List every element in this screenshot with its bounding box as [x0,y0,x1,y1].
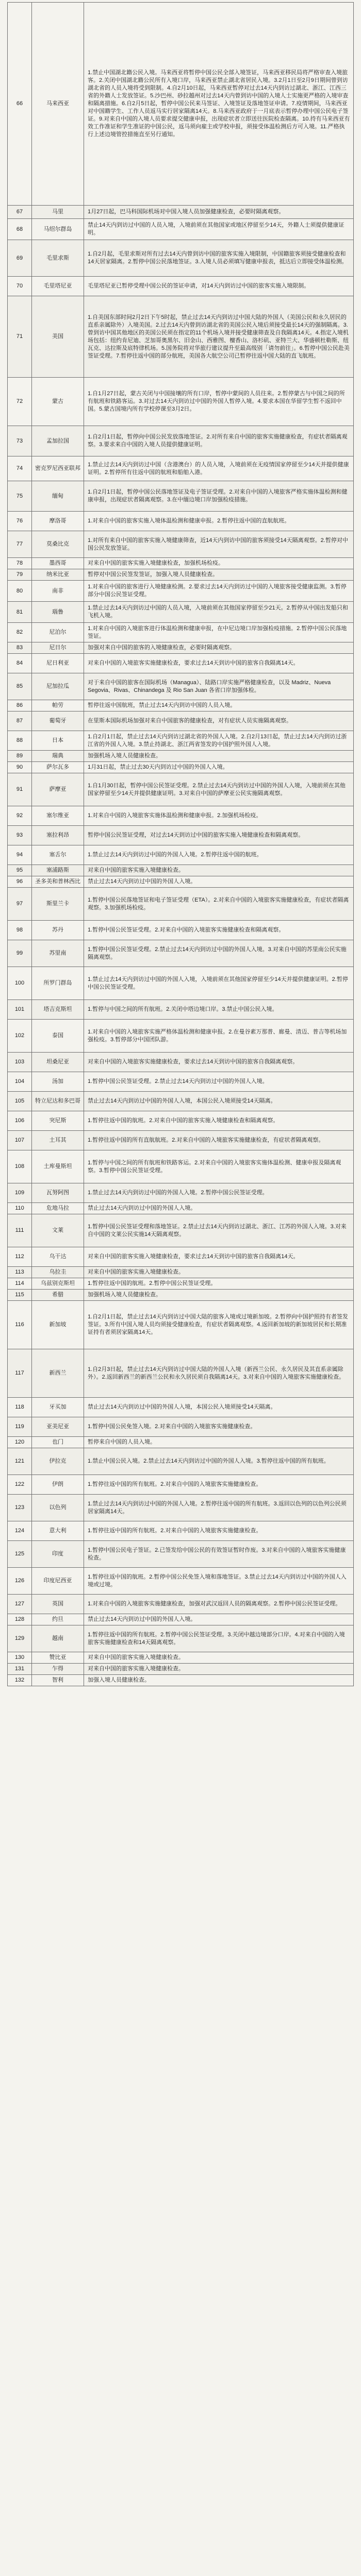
country-name: 以色列 [32,1495,84,1521]
row-number: 107 [8,1131,32,1150]
table-row [8,1521,354,1541]
row-number: 127 [8,1595,32,1614]
measures-text: 1.自美国东部时间2月2日下午5时起，禁止过去14天内到访过中国大陆的外国人（美国公民和永久居民的直系亲属除外）入境美国。2.过去14天内曾到访湖北省的美国公民入境后须接受最长14天的强制隔离。3.曾到访中国其他地区的美国公民须在指定的11个机场入境并接受健康筛查及自我隔离14天。4.指定入境机场包括：纽约肯尼迪、芝加哥奥黑尔、旧金山、西雅图、檀香山、洛杉矶、亚特兰大、华盛顿杜勒斯、纽瓦克、达拉斯及底特律机场。5.国务院将对华旅行建议提升至最高级别「请勿前往」。6.暂停中国公民赴美签证受理。7.暂停往返中国的部分航班，美国各大航空公司已暂停往返中国大陆的直飞航班。 [84,296,354,378]
row-number: 120 [8,1437,32,1448]
measures-text: 1.暂停往返中国的所有航班。2.对来自中国的入境旅客实施健康检查。 [84,1521,354,1541]
country-name: 孟加拉国 [32,426,84,456]
table-row [8,888,354,921]
row-number: 97 [8,888,32,921]
row-number: 108 [8,1150,32,1183]
row-number: 106 [8,1111,32,1131]
row-number: 95 [8,865,32,876]
country-name: 苏里南 [32,940,84,967]
measures-text: 加强对来自中国的旅客的入境健康检查，必要时隔离观察。 [84,642,354,654]
country-name: 乍得 [32,1664,84,1675]
table-row [8,277,354,296]
row-number: 131 [8,1664,32,1675]
measures-text: 1.禁止过去14天内到访过中国的外国人入境。2.暂停往返中国的航班。 [84,845,354,865]
country-name: 缅甸 [32,481,84,512]
table-row [8,456,354,481]
measures-text: 1.自2月3日起，禁止过去14天内到访过中国大陆的外国人入境（新西兰公民、永久居民及其直系亲属除外）。2.返回新西兰的新西兰公民和永久居民须自我隔离14天。3.对来自中国的入境旅客实施健康检查。 [84,1349,354,1398]
measures-text: 1.暂停中国公民电子签证。2.已签发给中国公民的有效签证暂时作废。3.对来自中国的入境旅客实施健康检查。 [84,1541,354,1568]
table-row [8,865,354,876]
table-row [8,673,354,700]
table-row [8,602,354,623]
country-name: 苏丹 [32,921,84,940]
measures-text: 对来自中国的旅客实施入境健康检查。 [84,1664,354,1675]
table-row [8,1150,354,1183]
table-row [8,773,354,806]
table-row [8,1247,354,1267]
measures-text: 对来自中国的入境旅客实施健康检查，要求过去14天到访中国的旅客自我隔离观察。 [84,1053,354,1072]
country-name: 文莱 [32,1214,84,1247]
row-number: 122 [8,1475,32,1495]
table-row [8,1278,354,1290]
measures-text: 禁止14天内到访过中国的人员入境，入境前须在其他国家或地区停留至少14天，外籍人士须提供健康证明。 [84,219,354,240]
table-row [8,1000,354,1020]
measures-text: 禁止过去14天内到访过中国的外国人入境，本国公民入境须接受14天隔离。 [84,1092,354,1111]
country-name: 斯里兰卡 [32,888,84,921]
measures-text: 1.禁止过去14天内到访过中国的外国人入境。2.暂停中国公民签证受理。 [84,1183,354,1203]
country-name: 危地马拉 [32,1203,84,1214]
table-row [8,558,354,569]
country-restrictions-table [7,2,354,1686]
measures-text: 1.暂停与中国之间的所有航班和铁路客运。2.对来自中国的入境旅客实施体温检测、健康申报及隔离观察。3.暂停中国公民签证受理。 [84,1150,354,1183]
row-number: 123 [8,1495,32,1521]
table-row [8,1417,354,1437]
measures-text: 1月31日起，禁止过去30天内到访过中国的外国人入境。 [84,762,354,773]
table-row [8,1111,354,1131]
row-number: 128 [8,1614,32,1625]
row-number: 71 [8,296,32,378]
table-row [8,1614,354,1625]
row-number: 93 [8,826,32,845]
country-name: 帕劳 [32,700,84,711]
row-number: 66 [8,3,32,206]
row-number: 94 [8,845,32,865]
measures-text: 1.自1月27日起，蒙古关闭与中国接壤的所有口岸，暂停中蒙间的人员往来。2.暂停蒙古与中国之间的所有航班和铁路客运。3.对过去14天内到访过中国的外国人暂停入境。4.要求本国在华留学生暂不返回中国。5.蒙古国境内所有学校停课至3月2日。 [84,378,354,426]
row-number: 74 [8,456,32,481]
country-name: 塞尔维亚 [32,806,84,826]
table-row [8,531,354,558]
row-number: 82 [8,623,32,642]
row-number: 101 [8,1000,32,1020]
country-name: 马绍尔群岛 [32,219,84,240]
country-name: 伊拉克 [32,1448,84,1475]
measures-text: 1.自2月1日起，暂停中国公民落地签证及电子签证受理。2.对来自中国的入境旅客严格实施体温检测和健康申报，出现症状者隔离观察。3.在中缅边境口岸加强检疫措施。 [84,481,354,512]
country-name: 瓦努阿图 [32,1183,84,1203]
table-row [8,1437,354,1448]
country-name: 智利 [32,1675,84,1686]
country-name: 新加坡 [32,1301,84,1349]
row-number: 115 [8,1290,32,1301]
table-row [8,1267,354,1278]
measures-text: 暂停中国公民签证受理，对过去14天到访过中国的旅客实施入境健康检查和隔离观察。 [84,826,354,845]
country-name: 毛里塔尼亚 [32,277,84,296]
row-number: 86 [8,700,32,711]
country-name: 乌拉圭 [32,1267,84,1278]
country-name: 希腊 [32,1290,84,1301]
country-name: 乌兹别克斯坦 [32,1278,84,1290]
table-row [8,1475,354,1495]
measures-text: 1.对来自中国的旅客实施入境体温检测和健康申报。2.暂停往返中国的直航航班。 [84,512,354,531]
row-number: 75 [8,481,32,512]
row-number: 90 [8,762,32,773]
table-row [8,845,354,865]
row-number: 110 [8,1203,32,1214]
country-name: 印度尼西亚 [32,1568,84,1595]
country-name: 尼加拉瓜 [32,673,84,700]
country-name: 也门 [32,1437,84,1448]
measures-text: 1.暂停中国公民落地签证和电子签证受理（ETA）。2.对来自中国的入境旅客实施健康检查，有症状者隔离观察。3.加强机场检疫。 [84,888,354,921]
country-name: 毛里求斯 [32,240,84,277]
table-row [8,219,354,240]
row-number: 87 [8,711,32,731]
measures-text: 对来自中国的旅客实施入境健康检查。 [84,865,354,876]
table-row [8,481,354,512]
country-name: 牙买加 [32,1398,84,1417]
measures-text: 1.自2月1日起，暂停向中国公民发放落地签证。2.对所有来自中国的旅客实施健康检查，有症状者隔离观察。3.要求来自中国的入境人员提供健康证明。 [84,426,354,456]
table-row [8,623,354,642]
country-name: 土耳其 [32,1131,84,1150]
country-name: 南非 [32,581,84,602]
row-number: 78 [8,558,32,569]
country-name: 尼日尔 [32,642,84,654]
row-number: 112 [8,1247,32,1267]
table-row [8,1595,354,1614]
measures-text: 对来自中国的入境旅客实施健康检查，要求过去14天到访中国的旅客自我隔离14天。 [84,654,354,673]
row-number: 113 [8,1267,32,1278]
row-number: 124 [8,1521,32,1541]
country-name: 突尼斯 [32,1111,84,1131]
table-row [8,751,354,762]
measures-text: 1.禁止中国公民入境。2.禁止过去14天内到访过中国的外国人入境。3.暂停往返中国的所有航班。 [84,1448,354,1475]
row-number: 91 [8,773,32,806]
row-number: 117 [8,1349,32,1398]
country-name: 塞舌尔 [32,845,84,865]
country-name: 马里 [32,206,84,219]
table-row [8,1053,354,1072]
table-row [8,731,354,751]
measures-text: 1.暂停中国公民免签入境。2.对来自中国的入境旅客实施健康检查。 [84,1417,354,1437]
measures-text: 1.自2月1日起，禁止过去14天内到访过中国大陆的旅客入境或过境新加坡。2.暂停向中国护照持有者签发签证。3.所有中国入境人员均须接受健康检查，有症状者隔离观察。4.返回新加坡的新加坡居民和长期准证持有者须居家隔离14天。 [84,1301,354,1349]
row-number: 130 [8,1652,32,1664]
table-row [8,1020,354,1053]
row-number: 105 [8,1092,32,1111]
row-number: 84 [8,654,32,673]
row-number: 126 [8,1568,32,1595]
measures-text: 1.对来自中国的入境旅客进行体温检测和健康申报，在中尼边境口岸加强检疫措施。2.暂停中国公民落地签证。 [84,623,354,642]
measures-text: 暂停来自中国的人员入境。 [84,1437,354,1448]
table-row [8,1349,354,1398]
measures-text: 1.暂停往返中国的所有直航航班。2.对来自中国的入境旅客实施健康检查，有症状者隔离观察。 [84,1131,354,1150]
table-row [8,581,354,602]
row-number: 70 [8,277,32,296]
table-row [8,654,354,673]
row-number: 125 [8,1541,32,1568]
country-name: 印度 [32,1541,84,1568]
table-row [8,378,354,426]
measures-text: 毛里塔尼亚已暂停受理中国公民的签证申请，对14天内到访过中国的旅客实施入境限制。 [84,277,354,296]
table-row [8,512,354,531]
table-row [8,1092,354,1111]
table-row [8,1072,354,1092]
row-number: 80 [8,581,32,602]
table-row [8,426,354,456]
table-row [8,806,354,826]
measures-text: 1.暂停往返中国的所有航班。2.对来自中国的入境旅客实施健康检查。 [84,1475,354,1495]
measures-text: 1.对来自中国的入境旅客实施健康检查，加强对武汉返回人员的隔离观察。2.暂停中国公民签证受理。 [84,1595,354,1614]
row-number: 67 [8,206,32,219]
measures-text: 加强入境人员健康检查。 [84,1675,354,1686]
row-number: 73 [8,426,32,456]
measures-text: 1.自2月1日起，禁止过去14天内到访过湖北省的外国人入境。2.自2月13日起，禁止过去14天内到访过浙江省的外国人入境。3.禁止持湖北、浙江两省签发的中国护照外国人入境。 [84,731,354,751]
table-row [8,1541,354,1568]
country-name: 亚美尼亚 [32,1417,84,1437]
table-row [8,1625,354,1652]
row-number: 76 [8,512,32,531]
measures-text: 1.暂停往返中国的航班。2.对来自中国的旅客实施入境健康检查和隔离观察。 [84,1111,354,1131]
measures-text: 1.暂停中国公民签证受理和落地签证。2.禁止过去14天内到访过湖北、浙江、江苏的外国人入境。3.对来自中国的文莱公民实施14天隔离观察。 [84,1214,354,1247]
table-row [8,240,354,277]
table-row [8,642,354,654]
row-number: 103 [8,1053,32,1072]
table-row [8,921,354,940]
row-number: 89 [8,751,32,762]
country-name: 泰国 [32,1020,84,1053]
table-row [8,1664,354,1675]
table-row [8,1652,354,1664]
measures-text: 1.暂停中国公民签证受理。2.禁止过去14天内到访过中国的外国人入境。 [84,1072,354,1092]
row-number: 68 [8,219,32,240]
row-number: 79 [8,569,32,581]
measures-text: 禁止过去14天内到访过中国的外国人入境。 [84,1203,354,1214]
measures-text: 1.暂停往返中国的航班。2.暂停中国公民签证受理。 [84,1278,354,1290]
measures-text: 1.暂停往返中国的航班。2.暂停中国公民免签入境和落地签证。3.禁止过去14天内到访过中国的外国人入境或过境。 [84,1568,354,1595]
table-row [8,826,354,845]
country-name: 约旦 [32,1614,84,1625]
row-number: 98 [8,921,32,940]
measures-text: 1.对所有来自中国的旅客实施入境健康筛查，近14天内到访中国的旅客须接受14天隔离观察。2.暂停对中国公民发放签证。 [84,531,354,558]
measures-text: 1.自2月起，毛里求斯对所有过去14天内曾到访中国的旅客实施入境限制，中国籍旅客须接受健康检查和14天居家隔离。2.暂停中国公民落地签证。3.入境人员必须填写健康申报表，抵达后立即接受体温检测。 [84,240,354,277]
row-number: 83 [8,642,32,654]
measures-text: 1.暂停中国公民签证受理。2.禁止过去14天内到访过中国的外国人入境。3.对来自中国的苏里南公民实施隔离观察。 [84,940,354,967]
measures-text: 1.禁止中国湖北籍公民入境。马来西亚将暂停中国公民全部入境签证，马来西亚移民局将严格审查入境旅客。2.关闭中国湖北籍公民所有入境口岸，马来西亚禁止湖北省居民入境。3.2月1日至2月9日期间曾到访湖北省的人员入境将受到限制。4.自2月10日起，马来西亚暂停对过去14天内到访过湖北、浙江、江西三省的外籍人士发放签证。5.沙巴州、砂拉越州对过去14天内曾到访中国的入境人士实施更严格的入境审查和隔离措施。6.自2月5日起，暂停中国公民来马签证、入境签证及落地签证申请。7.疫情期间，马来西亚对中国籍学生、工作人员返马实行居家隔离14天。8.马来西亚政府于一月底表示暂停办理中国公民电子签证。9.对来自中国的入境人员要求提交健康申报，出现症状者立即送往医院检查隔离。10.持有马来西亚有效工作准证和学生准证的中国公民，返马须向雇主或学校申报，须接受体温检测后方可入境。11.严格执行上述边境管控措施直至另行通知。 [84,3,354,206]
country-name: 意大利 [32,1521,84,1541]
country-name: 蒙古 [32,378,84,426]
country-name: 越南 [32,1625,84,1652]
table-row [8,296,354,378]
measures-text: 1.对来自中国的入境旅客实施严格体温检测和健康申报。2.在曼谷素万那普、廊曼、清迈、普吉等机场加强检疫。3.暂停部分中国团队游。 [84,1020,354,1053]
country-name: 特立尼达和多巴哥 [32,1092,84,1111]
table-row [8,1675,354,1686]
country-name: 英国 [32,1595,84,1614]
table-row [8,1568,354,1595]
table-row [8,1398,354,1417]
measures-text: 暂停对中国公民签发签证，加强入境人员健康检查。 [84,569,354,581]
measures-text: 对来自中国的旅客实施入境健康检查，加强机场检疫。 [84,558,354,569]
country-name: 土库曼斯坦 [32,1150,84,1183]
table-row [8,711,354,731]
table-row [8,876,354,888]
country-name: 美国 [32,296,84,378]
measures-text: 1.暂停与中国之间的所有航班。2.关闭中塔边境口岸。3.禁止中国公民入境。 [84,1000,354,1020]
row-number: 69 [8,240,32,277]
measures-text: 禁止过去14天内到访过中国的外国人入境，本国公民入境须接受14天隔离。 [84,1398,354,1417]
table-row [8,3,354,206]
measures-text: 暂停往返中国航班，禁止过去14天内到访中国的人员入境。 [84,700,354,711]
country-name: 尼泊尔 [32,623,84,642]
table-row [8,206,354,219]
table-row [8,1495,354,1521]
measures-text: 禁止过去14天内到访过中国的外国人入境。 [84,876,354,888]
measures-text: 对来自中国的旅客实施入境健康检查，要求过去14天到访中国的旅客自我隔离14天。 [84,1247,354,1267]
row-number: 96 [8,876,32,888]
country-name: 塞浦路斯 [32,865,84,876]
table-row [8,1214,354,1247]
row-number: 118 [8,1398,32,1417]
row-number: 72 [8,378,32,426]
country-name: 纳米比亚 [32,569,84,581]
row-number: 104 [8,1072,32,1092]
table-row [8,940,354,967]
country-name: 莫桑比克 [32,531,84,558]
country-name: 塔吉克斯坦 [32,1000,84,1020]
row-number: 77 [8,531,32,558]
row-number: 100 [8,967,32,1000]
measures-text: 加强机场入境人员健康检查。 [84,1290,354,1301]
table-row [8,1448,354,1475]
row-number: 99 [8,940,32,967]
country-name: 所罗门群岛 [32,967,84,1000]
country-name: 塞拉利昂 [32,826,84,845]
measures-text: 1.禁止过去14天内到访过中国的外国人入境，入境前须在其他国家停留至少14天并提供健康证明。2.暂停中国公民签证受理。 [84,967,354,1000]
table-row [8,762,354,773]
table-row [8,1183,354,1203]
row-number: 109 [8,1183,32,1203]
country-name: 伊朗 [32,1475,84,1495]
row-number: 121 [8,1448,32,1475]
measures-text: 1.禁止过去14天内到访过中国的外国人入境。2.暂停往返中国的所有航班。3.返回以色列的以色列公民须居家隔离14天。 [84,1495,354,1521]
measures-text: 在里斯本国际机场加强对来自中国旅客的健康检查，对有症状人员实施隔离观察。 [84,711,354,731]
measures-text: 1.暂停往返中国的所有航班。2.暂停中国公民签证受理。3.关闭中越边境部分口岸。4.对来自中国的入境旅客实施健康检查和14天隔离观察。 [84,1625,354,1652]
country-name: 乌干达 [32,1247,84,1267]
country-name: 葡萄牙 [32,711,84,731]
country-name: 新西兰 [32,1349,84,1398]
table-row [8,1203,354,1214]
row-number: 119 [8,1417,32,1437]
row-number: 81 [8,602,32,623]
measures-text: 1.暂停中国公民签证受理。2.对来自中国的入境旅客实施健康检查和隔离观察。 [84,921,354,940]
table-row [8,569,354,581]
row-number: 129 [8,1625,32,1652]
row-number: 85 [8,673,32,700]
table-row [8,1301,354,1349]
table-row [8,700,354,711]
measures-text: 1.禁止过去14天内到访过中国的人员入境，入境前须在其他国家停留至少21天。2.暂停从中国出发船只和飞机入境。 [84,602,354,623]
country-name: 墨西哥 [32,558,84,569]
country-name: 密克罗尼西亚联邦 [32,456,84,481]
measures-text: 对来自中国的旅客实施入境健康检查。 [84,1652,354,1664]
row-number: 111 [8,1214,32,1247]
measures-text: 1月27日起，巴马科国际机场对中国入境人员加强健康检查，必要时隔离观察。 [84,206,354,219]
row-number: 116 [8,1301,32,1349]
measures-text: 禁止过去14天内到访过中国的外国人入境。 [84,1614,354,1625]
country-name: 日本 [32,731,84,751]
table-row [8,1131,354,1150]
measures-text: 1.对来自中国的旅客进行入境健康检测。2.要求过去14天内到访过中国的入境旅客接受健康监测。3.暂停部分中国公民签证受理。 [84,581,354,602]
country-name: 萨摩亚 [32,773,84,806]
measures-text: 1.禁止过去14天内到访过中国（含港澳台）的人员入境，入境前须在无疫情国家停留至少14天并提供健康证明。2.暂停所有往返中国的航班和船舶入港。 [84,456,354,481]
country-name: 瑞典 [32,751,84,762]
measures-text: 对来自中国的旅客实施入境健康检查。 [84,1267,354,1278]
measures-text: 1.自1月30日起，暂停中国公民签证受理。2.禁止过去14天内到访过中国的外国人入境，入境前须在其他国家停留至少14天并提供健康证明。3.对来自中国的萨摩亚公民实施隔离观察。 [84,773,354,806]
measures-text: 1.对来自中国的入境旅客实施体温检测和健康申报。2.加强机场检疫。 [84,806,354,826]
country-name: 尼日利亚 [32,654,84,673]
row-number: 92 [8,806,32,826]
row-number: 88 [8,731,32,751]
country-name: 瑙鲁 [32,602,84,623]
country-name: 汤加 [32,1072,84,1092]
country-name: 坦桑尼亚 [32,1053,84,1072]
country-name: 摩洛哥 [32,512,84,531]
country-name: 圣多美和普林西比 [32,876,84,888]
row-number: 132 [8,1675,32,1686]
measures-text: 对于来自中国的旅客在国际机场（Managua）、陆路口岸实施严格健康检查，以及 Madriz、Nueva Segovia、Rivas、Chinandega 及 Rio San Juan 各省口岸加强体检。 [84,673,354,700]
table-row [8,1290,354,1301]
measures-text: 加强机场入境人员健康检查。 [84,751,354,762]
row-number: 114 [8,1278,32,1290]
row-number: 102 [8,1020,32,1053]
country-name: 赞比亚 [32,1652,84,1664]
table-row [8,967,354,1000]
country-name: 马来西亚 [32,3,84,206]
country-name: 萨尔瓦多 [32,762,84,773]
